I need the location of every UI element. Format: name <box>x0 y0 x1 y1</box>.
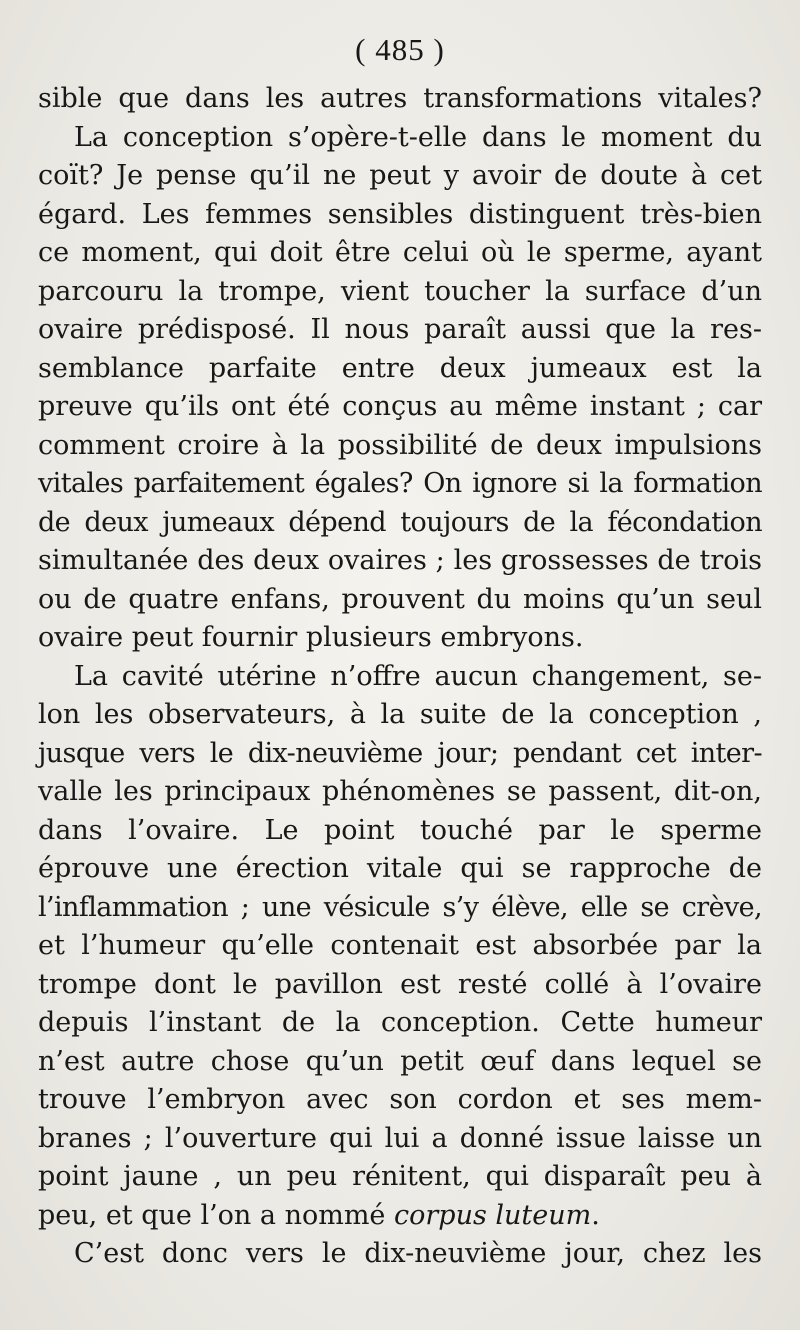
text-fragment: peu, et que l’on a nommé <box>38 1199 394 1231</box>
page-body <box>38 80 762 1274</box>
text-line: ovaire peut fournir plusieurs embryons. <box>38 622 584 653</box>
text-line: branes ; l’ouverture qui lui a donné issue laisse un <box>38 1122 762 1154</box>
text-line: lon les observateurs, à la suite de la conception , <box>38 699 762 730</box>
text-line: simultanée des deux ovaires ; les grossesses de trois <box>38 545 762 576</box>
text-line: ovaire prédisposé. Il nous paraît aussi que la res- <box>38 314 762 345</box>
text-line: égard. Les femmes sensibles distinguent très-bien <box>38 198 762 230</box>
text-line: dans l’ovaire. Le point touché par le sperme <box>38 814 762 846</box>
text-line: coït? Je pense qu’il ne peut y avoir de doute à cet <box>38 160 762 191</box>
text-line: C’est donc vers le dix-neuvième jour, chez les <box>74 1238 762 1269</box>
text-line: sible que dans les autres transformations vitales? <box>38 83 762 114</box>
paragraph-conception-moment <box>38 119 762 658</box>
text-line: éprouve une érection vitale qui se rapproche de <box>38 853 762 884</box>
text-line: trompe dont le pavillon est resté collé à l’ovaire <box>38 968 762 1000</box>
text-line: parcouru la trompe, vient toucher la surface d’un <box>38 275 762 307</box>
text-line: preuve qu’ils ont été conçus au même instant ; car <box>38 391 762 422</box>
text-line: depuis l’instant de la conception. Cette humeur <box>38 1007 762 1038</box>
paragraph-nineteenth-day <box>38 1235 762 1274</box>
paragraph-continuation <box>38 80 762 119</box>
text-line: n’est autre chose qu’un petit œuf dans lequel se <box>38 1045 762 1077</box>
text-line: La cavité utérine n’offre aucun changement, se- <box>74 660 762 692</box>
text-line: semblance parfaite entre deux jumeaux est la <box>38 352 762 384</box>
text-line: vitales parfaitement égales? On ignore si la formation <box>38 468 762 499</box>
text-line-with-latin-term <box>38 1197 762 1236</box>
text-line: ou de quatre enfans, prouvent du moins qu’un seul <box>38 583 762 615</box>
latin-term: corpus luteum <box>394 1199 592 1231</box>
page-number: ( 485 ) <box>355 32 445 67</box>
text-fragment: . <box>591 1199 600 1231</box>
text-line: comment croire à la possibilité de deux impulsions <box>38 429 762 461</box>
text-line: l’inflammation ; une vésicule s’y élève, elle se crève, <box>38 891 762 923</box>
text-line: La conception s’opère-t-elle dans le moment du <box>74 121 762 153</box>
text-line: trouve l’embryon avec son cordon et ses mem- <box>38 1084 762 1115</box>
text-line: et l’humeur qu’elle contenait est absorbée par la <box>38 930 762 961</box>
text-line: de deux jumeaux dépend toujours de la fécondation <box>38 506 762 538</box>
text-line: jusque vers le dix-neuvième jour; pendant cet inter- <box>38 737 762 769</box>
paragraph-uterine-cavity <box>38 658 762 1236</box>
text-line: ce moment, qui doit être celui où le sperme, ayant <box>38 237 762 268</box>
text-line: valle les principaux phénomènes se passent, dit-on, <box>38 776 762 807</box>
text-line: point jaune , un peu rénitent, qui disparaît peu à <box>38 1161 762 1192</box>
